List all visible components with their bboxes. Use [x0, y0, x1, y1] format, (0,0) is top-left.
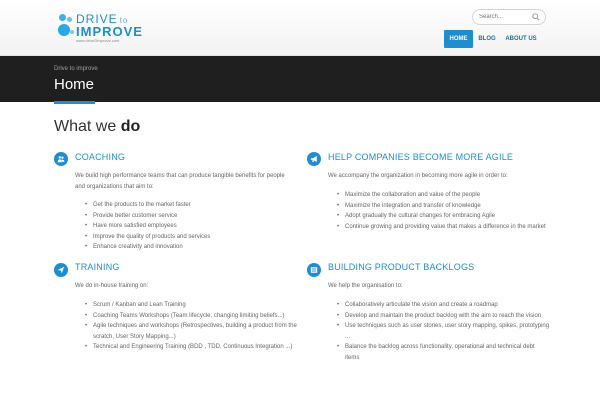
list-item: • Technical and Engineering Training (BDD , TDD, Continuous Integration ...) — [93, 342, 298, 353]
logo-dots-icon — [56, 12, 76, 42]
coaching-title: COACHING — [75, 152, 126, 162]
search-icon[interactable] — [532, 13, 540, 21]
list-item: • Improve the quality of products and services — [93, 232, 293, 243]
title-underline — [54, 101, 95, 104]
agile-icon-badge — [307, 152, 321, 166]
list-item: • Collaboratively articulate the vision and create a roadmap — [345, 300, 550, 311]
list-item: • Have more satisfied employees — [93, 221, 293, 232]
list-item: • Maximize the collaboration and value of the people — [345, 190, 550, 201]
agile-intro: We accompany the organization in becoming more agile in order to: — [328, 173, 508, 179]
list-item: • Continue growing and providing value that makes a difference in the market — [345, 222, 550, 233]
paper-plane-icon — [57, 266, 65, 274]
backlogs-icon-badge — [307, 263, 321, 277]
nav-home[interactable]: HOME — [444, 30, 473, 48]
list-item: • Balance the backlog across functionality, operational and technical debt items — [345, 342, 550, 363]
breadcrumb[interactable]: Drive to improve — [54, 66, 98, 72]
list-item: • Enhance creativity and innovation — [93, 242, 293, 253]
list-item: • Get the products to the market faster — [93, 200, 293, 211]
megaphone-icon — [310, 155, 318, 163]
nav-blog[interactable]: BLOG — [478, 36, 496, 42]
agile-list — [345, 190, 550, 232]
training-icon-badge — [54, 263, 68, 277]
agile-title: HELP COMPANIES BECOME MORE AGILE — [328, 152, 514, 162]
search-input[interactable] — [479, 12, 533, 22]
list-item: • Scrum / Kanban and Lean Training — [93, 300, 298, 311]
list-item: • Provide better customer service — [93, 211, 293, 222]
logo-text-top: DRIVE to — [76, 12, 129, 26]
logo-text-bottom: IMPROVE — [76, 24, 143, 39]
site-logo[interactable] — [56, 12, 146, 42]
list-item: • Use techniques such as user stories, user story mapping, spikes, prototyping ... — [345, 321, 550, 342]
site-header — [0, 0, 600, 56]
section-heading: What we do — [54, 118, 141, 135]
logo-url: www.drive2improve.com — [76, 38, 120, 43]
list-item: • Coaching Teams Workshops (Team lifecycle, changing limiting beliefs...) — [93, 311, 298, 322]
list-icon — [310, 266, 318, 274]
list-item: • Adopt gradually the cultural changes for embracing Agile — [345, 211, 550, 222]
page-title: Home — [54, 76, 95, 93]
backlogs-title: BUILDING PRODUCT BACKLOGS — [328, 262, 475, 272]
list-item: • Develop and maintain the product backlog with the aim to reach the vision — [345, 311, 550, 322]
backlogs-list — [345, 300, 550, 363]
training-intro: We do in-house training on: — [75, 283, 149, 289]
search-box[interactable] — [472, 9, 546, 25]
backlogs-intro: We help the organisation to: — [328, 283, 403, 289]
coaching-intro: We build high performance teams that can produce tangible benefits for people and organizations that aim to: — [75, 173, 285, 190]
coaching-list — [93, 200, 293, 253]
people-icon — [57, 155, 65, 163]
nav-about-us[interactable]: ABOUT US — [505, 36, 537, 42]
list-item: • Maximize the integration and transfer of knowledge — [345, 201, 550, 212]
coaching-icon-badge — [54, 152, 68, 166]
list-item: • Agile techniques and workshops (Retrospectives, building a product from the scratch, User Story Mapping...) — [93, 321, 298, 342]
training-title: TRAINING — [75, 262, 120, 272]
training-list — [93, 300, 298, 353]
